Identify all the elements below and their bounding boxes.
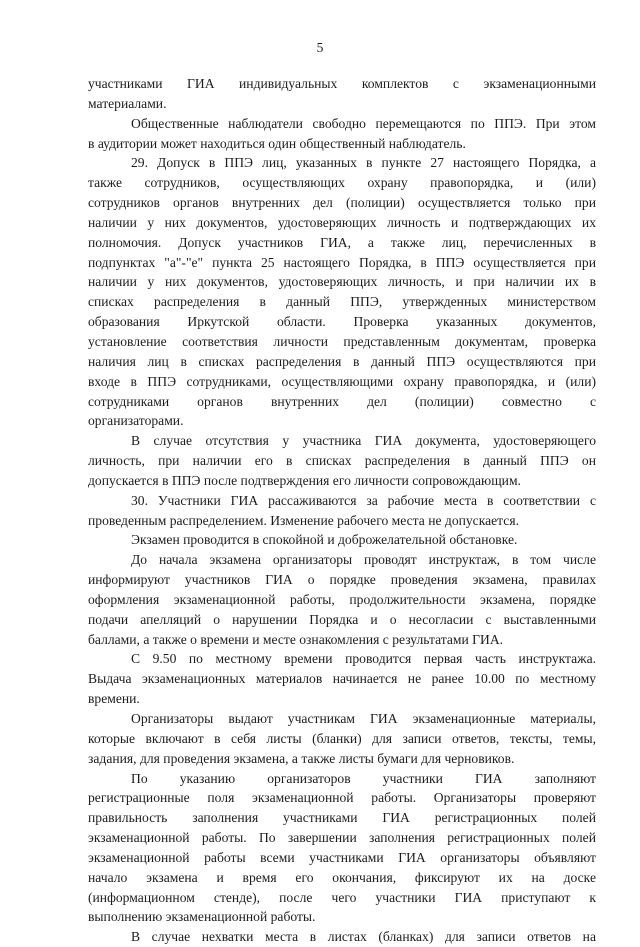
text-line: Организаторы выдают участникам ГИА экзаменационные материалы, bbox=[131, 711, 596, 726]
text-line: наличии у них документов, удостоверяющих личность и подтверждающих их bbox=[88, 214, 596, 230]
text-line: проведенным распределением. Изменение рабочего места не допускается. bbox=[88, 512, 519, 528]
document-body bbox=[88, 74, 596, 947]
text-line: В случае отсутствия у участника ГИА документа, удостоверяющего bbox=[131, 433, 596, 449]
text-line: информируют участников ГИА о порядке проведения экзамена, правилах bbox=[88, 572, 596, 588]
text-line: наличия лиц в списках распределения в данный ППЭ осуществляются при bbox=[88, 353, 596, 369]
text-line: полномочия. Допуск участников ГИА, а также лиц, перечисленных в bbox=[88, 234, 596, 250]
text-line: С 9.50 по местному времени проводится первая часть инструктажа. bbox=[131, 651, 596, 667]
text-line: (информационном стенде), после чего участники ГИА приступают к bbox=[88, 889, 596, 905]
text-line: сотрудников органов внутренних дел (полиции) осуществляется только при bbox=[88, 195, 596, 211]
text-line: подачи апелляций о нарушении Порядка и о несогласии с выставленными bbox=[88, 611, 596, 627]
text-line: входе в ППЭ сотрудниками, осуществляющими охрану правопорядка, и (или) bbox=[88, 373, 596, 389]
text-line: В случае нехватки места в листах (бланках) для записи ответов на bbox=[131, 929, 596, 945]
text-line: оформления экзаменационной работы, продолжительности экзамена, порядке bbox=[88, 591, 596, 607]
text-line: сотрудниками органов внутренних дел (полиции) совместно с bbox=[88, 393, 596, 409]
text-line: образования Иркутской области. Проверка указанных документов, bbox=[88, 314, 596, 330]
text-line: наличии у них документов, удостоверяющих личность, и при наличии их в bbox=[88, 274, 596, 290]
text-line: начало экзамена и время его окончания, фиксируют их на доске bbox=[88, 869, 596, 885]
text-line: Общественные наблюдатели свободно перемещаются по ППЭ. При этом bbox=[131, 115, 596, 131]
text-line: материалами. bbox=[88, 95, 167, 111]
text-line: До начала экзамена организаторы проводят инструктаж, в том числе bbox=[131, 552, 596, 568]
text-line: 30. Участники ГИА рассаживаются за рабочие места в соответствии с bbox=[131, 492, 596, 508]
text-line: личность, при наличии его в списках распределения в данный ППЭ он bbox=[88, 453, 596, 469]
text-line: По указанию организаторов участники ГИА заполняют bbox=[131, 770, 596, 786]
text-line: Выдача экзаменационных материалов начинается не ранее 10.00 по местному bbox=[88, 671, 596, 687]
text-line: которые включают в себя листы (бланки) для записи ответов, тексты, темы, bbox=[88, 730, 596, 746]
text-line: времени. bbox=[88, 691, 140, 707]
text-line: также сотрудников, осуществляющих охрану правопорядка, и (или) bbox=[88, 175, 596, 191]
text-line: выполнению экзаменационной работы. bbox=[88, 909, 316, 925]
text-line: правильность заполнения участниками ГИА регистрационных полей bbox=[88, 810, 596, 826]
text-line: 29. Допуск в ППЭ лиц, указанных в пункте 27 настоящего Порядка, а bbox=[131, 155, 596, 171]
text-line: экзаменационной работы. По завершении заполнения регистрационных полей bbox=[88, 830, 596, 846]
text-line: допускается в ППЭ после подтверждения его личности сопровождающим. bbox=[88, 472, 521, 488]
text-line: Экзамен проводится в спокойной и доброжелательной обстановке. bbox=[131, 532, 518, 548]
text-line: задания, для проведения экзамена, а также листы бумаги для черновиков. bbox=[88, 750, 515, 766]
text-line: в аудитории может находиться один общественный наблюдатель. bbox=[88, 135, 466, 151]
text-line: списках распределения в данный ППЭ, утвержденных министерством bbox=[88, 294, 596, 310]
text-line: регистрационные поля экзаменационной работы. Организаторы проверяют bbox=[88, 790, 596, 806]
text-line: баллами, а также о времени и месте ознакомления с результатами ГИА. bbox=[88, 631, 504, 647]
text-line: участниками ГИА индивидуальных комплектов с экзаменационными bbox=[88, 76, 596, 91]
text-line: экзаменационной работы всеми участниками ГИА организаторы объявляют bbox=[88, 849, 596, 865]
text-line: установление соответствия личности представленным документам, проверка bbox=[88, 333, 596, 349]
text-line: организаторами. bbox=[88, 413, 184, 429]
text-line: подпунктах "а"-"е" пункта 25 настоящего Порядка, в ППЭ осуществляется при bbox=[88, 254, 596, 270]
page-number: 5 bbox=[316, 40, 324, 55]
